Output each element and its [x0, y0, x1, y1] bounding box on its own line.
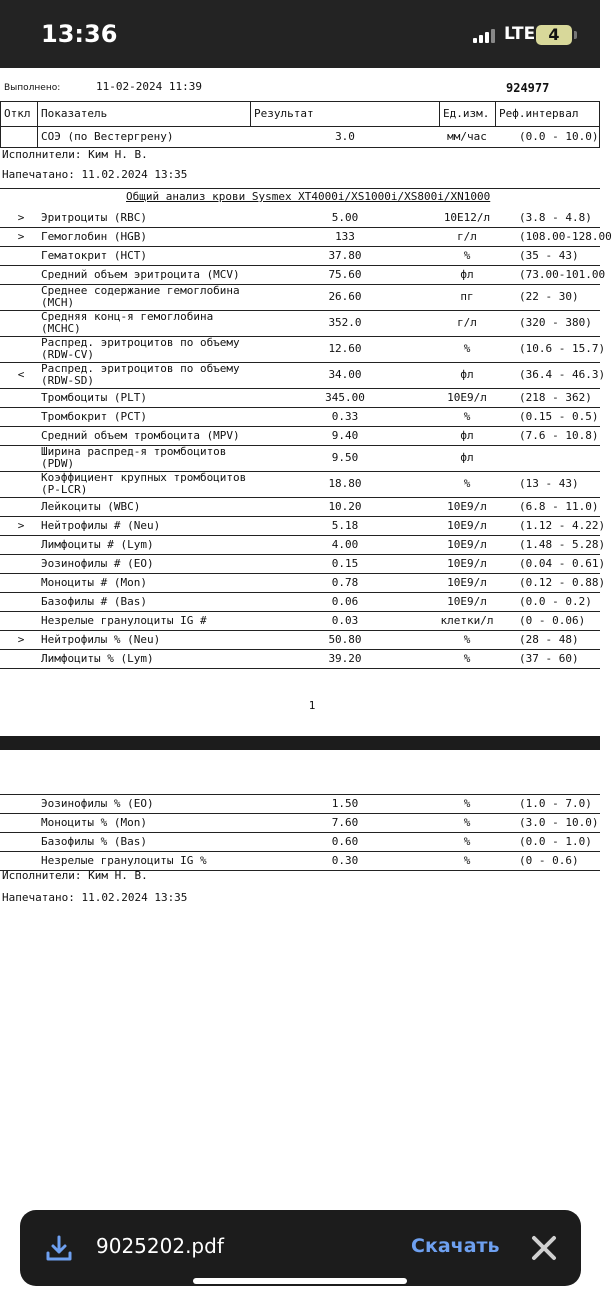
row-unit: %: [463, 853, 471, 867]
row-result: 39.20: [328, 651, 362, 665]
row-ref: (28 - 48): [519, 632, 579, 646]
row-name: Лимфоциты # (Lym): [41, 537, 154, 551]
col-header-flag: Откл: [4, 107, 31, 120]
row-name-line1: Распред. эритроцитов по объему: [41, 336, 240, 349]
row-unit: %: [463, 409, 471, 423]
row-unit: 10E9/л: [447, 556, 487, 570]
row-unit: 10E9/л: [447, 594, 487, 608]
row-unit: фл: [460, 368, 474, 381]
row-result: 352.0: [328, 316, 362, 329]
row-result: 0.78: [331, 575, 359, 589]
row-name: Моноциты # (Mon): [41, 575, 147, 589]
performers: Исполнители: Ким Н. В.: [2, 148, 148, 161]
row-result: 50.80: [328, 632, 362, 646]
col-header-ref: Реф.интервал: [499, 107, 579, 120]
row-result: 345.00: [325, 390, 365, 404]
row-unit: 10E9/л: [447, 575, 487, 589]
performers-2: Исполнители: Ким Н. В.: [2, 869, 148, 882]
row-name: Гематокрит (HCT): [41, 248, 147, 262]
row-ref: (13 - 43): [519, 477, 579, 490]
page-separator: [0, 736, 600, 750]
col-header-unit: Ед.изм.: [443, 107, 490, 120]
row-result: 75.60: [328, 267, 362, 281]
col-header-result: Результат: [254, 107, 314, 120]
printed-date-2: Напечатано: 11.02.2024 13:35: [2, 891, 188, 904]
col-header-name: Показатель: [41, 107, 108, 120]
row-ref: (0.0 - 0.2): [519, 594, 592, 608]
row-result: 12.60: [328, 342, 362, 355]
row-flag: >: [17, 229, 25, 243]
row-result: 26.60: [328, 290, 362, 303]
row-name: Нейтрофилы # (Neu): [41, 518, 161, 532]
row-name-line2: (MCH): [41, 296, 75, 309]
row-name: Базофилы % (Bas): [41, 834, 147, 848]
esr-result: 3.0: [335, 130, 355, 143]
row-name-line1: Ширина распред-я тромбоцитов: [41, 445, 227, 458]
row-unit: 10E9/л: [447, 537, 487, 551]
battery-tip: [574, 31, 577, 39]
row-ref: (73.00-101.00: [519, 267, 606, 281]
row-unit: %: [463, 632, 471, 646]
row-result: 0.15: [331, 556, 359, 570]
row-flag: >: [17, 210, 25, 224]
row-ref: (7.6 - 10.8): [519, 428, 599, 442]
row-ref: (36.4 - 46.3): [519, 368, 606, 381]
row-unit: фл: [460, 451, 474, 464]
row-name-line2: (PDW): [41, 457, 75, 470]
row-ref: (3.0 - 10.0): [519, 815, 599, 829]
download-icon[interactable]: [44, 1234, 74, 1264]
row-result: 9.40: [331, 428, 359, 442]
row-result: 4.00: [331, 537, 359, 551]
row-name-line2: (MCHC): [41, 322, 81, 335]
completed-label: Выполнено:: [4, 83, 61, 93]
row-name-line2: (P-LCR): [41, 483, 88, 496]
row-ref: (1.48 - 5.28): [519, 537, 606, 551]
row-unit: фл: [460, 428, 474, 442]
row-ref: (6.8 - 11.0): [519, 499, 599, 513]
esr-name: СОЭ (по Вестергрену): [41, 130, 174, 143]
row-name: Незрелые гранулоциты IG #: [41, 613, 207, 627]
row-unit: %: [463, 834, 471, 848]
row-result: 133: [335, 229, 355, 243]
row-result: 34.00: [328, 368, 362, 381]
row-flag: <: [17, 368, 25, 381]
row-result: 1.50: [331, 796, 359, 810]
esr-ref: (0.0 - 10.0): [519, 130, 599, 143]
row-unit: %: [463, 248, 471, 262]
pdf-page-1: [0, 68, 612, 736]
row-ref: (0 - 0.6): [519, 853, 579, 867]
row-name-line1: Распред. эритроцитов по объему: [41, 362, 240, 375]
row-unit: г/л: [457, 229, 477, 243]
network-type: LTE: [504, 24, 536, 44]
row-unit: фл: [460, 267, 474, 281]
row-result: 5.18: [331, 518, 359, 532]
section-title: Общий анализ крови Sysmex XT4000i/XS1000i/XS800i/XN1000: [126, 190, 491, 203]
home-indicator: [193, 1278, 407, 1284]
row-ref: (218 - 362): [519, 390, 592, 404]
page-number: 1: [308, 699, 316, 712]
row-unit: %: [463, 342, 471, 355]
row-ref: (1.12 - 4.22): [519, 518, 606, 532]
row-unit: 10E9/л: [447, 518, 487, 532]
printed-date: Напечатано: 11.02.2024 13:35: [2, 168, 188, 181]
esr-unit: мм/час: [447, 130, 487, 143]
row-ref: (0.04 - 0.61): [519, 556, 606, 570]
battery-icon: 4: [536, 25, 572, 45]
row-result: 7.60: [331, 815, 359, 829]
row-result: 0.30: [331, 853, 359, 867]
row-name-line1: Коэффициент крупных тромбоцитов: [41, 471, 247, 484]
row-unit: 10E9/л: [447, 499, 487, 513]
row-result: 0.03: [331, 613, 359, 627]
row-ref: (0.0 - 1.0): [519, 834, 592, 848]
row-name: Базофилы # (Bas): [41, 594, 147, 608]
row-flag: >: [17, 518, 25, 532]
row-ref: (0.15 - 0.5): [519, 409, 599, 423]
row-ref: (35 - 43): [519, 248, 579, 262]
row-name: Средний объем эритроцита (MCV): [41, 267, 240, 281]
row-ref: (37 - 60): [519, 651, 579, 665]
row-name: Эозинофилы % (EO): [41, 796, 154, 810]
row-flag: >: [17, 632, 25, 646]
download-button[interactable]: Скачать: [411, 1235, 500, 1257]
row-ref: (320 - 380): [519, 316, 592, 329]
row-name: Нейтрофилы % (Neu): [41, 632, 161, 646]
row-result: 37.80: [328, 248, 362, 262]
row-unit: %: [463, 651, 471, 665]
row-name-line2: (RDW-CV): [41, 348, 94, 361]
row-name: Лейкоциты (WBC): [41, 499, 141, 513]
status-bar: [0, 0, 600, 68]
row-name-line1: Среднее содержание гемоглобина: [41, 284, 240, 297]
row-result: 0.06: [331, 594, 359, 608]
row-name: Тромбоциты (PLT): [41, 390, 147, 404]
row-ref: (22 - 30): [519, 290, 579, 303]
row-result: 18.80: [328, 477, 362, 490]
row-name: Эритроциты (RBC): [41, 210, 147, 224]
row-unit: %: [463, 796, 471, 810]
row-ref: (108.00-128.00: [519, 229, 612, 243]
row-unit: г/л: [457, 316, 477, 329]
row-unit: %: [463, 477, 471, 490]
status-time: 13:36: [41, 20, 118, 48]
row-result: 10.20: [328, 499, 362, 513]
row-unit: 10E12/л: [443, 210, 491, 224]
download-bar: [20, 1210, 581, 1286]
row-name-line1: Средняя конц-я гемоглобина: [41, 310, 214, 323]
row-unit: 10E9/л: [447, 390, 487, 404]
row-result: 0.33: [331, 409, 359, 423]
row-ref: (1.0 - 7.0): [519, 796, 592, 810]
row-result: 5.00: [331, 210, 359, 224]
row-name: Моноциты % (Mon): [41, 815, 147, 829]
file-name: 9025202.pdf: [96, 1234, 224, 1258]
row-ref: (0 - 0.06): [519, 613, 586, 627]
close-icon[interactable]: [530, 1234, 558, 1262]
row-name: Гемоглобин (HGB): [41, 229, 147, 243]
row-ref: (3.8 - 4.8): [519, 210, 592, 224]
completed-value: 11-02-2024 11:39: [96, 80, 202, 93]
row-unit: клетки/л: [440, 613, 494, 627]
signal-icon: [473, 29, 497, 43]
row-name: Эозинофилы # (EO): [41, 556, 154, 570]
row-ref: (0.12 - 0.88): [519, 575, 606, 589]
row-result: 9.50: [331, 451, 359, 464]
row-name-line2: (RDW-SD): [41, 374, 94, 387]
row-unit: пг: [460, 290, 474, 303]
row-name: Незрелые гранулоциты IG %: [41, 853, 207, 867]
row-name: Средний объем тромбоцита (MPV): [41, 428, 240, 442]
row-result: 0.60: [331, 834, 359, 848]
row-ref: (10.6 - 15.7): [519, 342, 606, 355]
row-unit: %: [463, 815, 471, 829]
row-name: Лимфоциты % (Lym): [41, 651, 154, 665]
row-name: Тромбокрит (PCT): [41, 409, 147, 423]
order-number: 924977: [506, 81, 550, 95]
